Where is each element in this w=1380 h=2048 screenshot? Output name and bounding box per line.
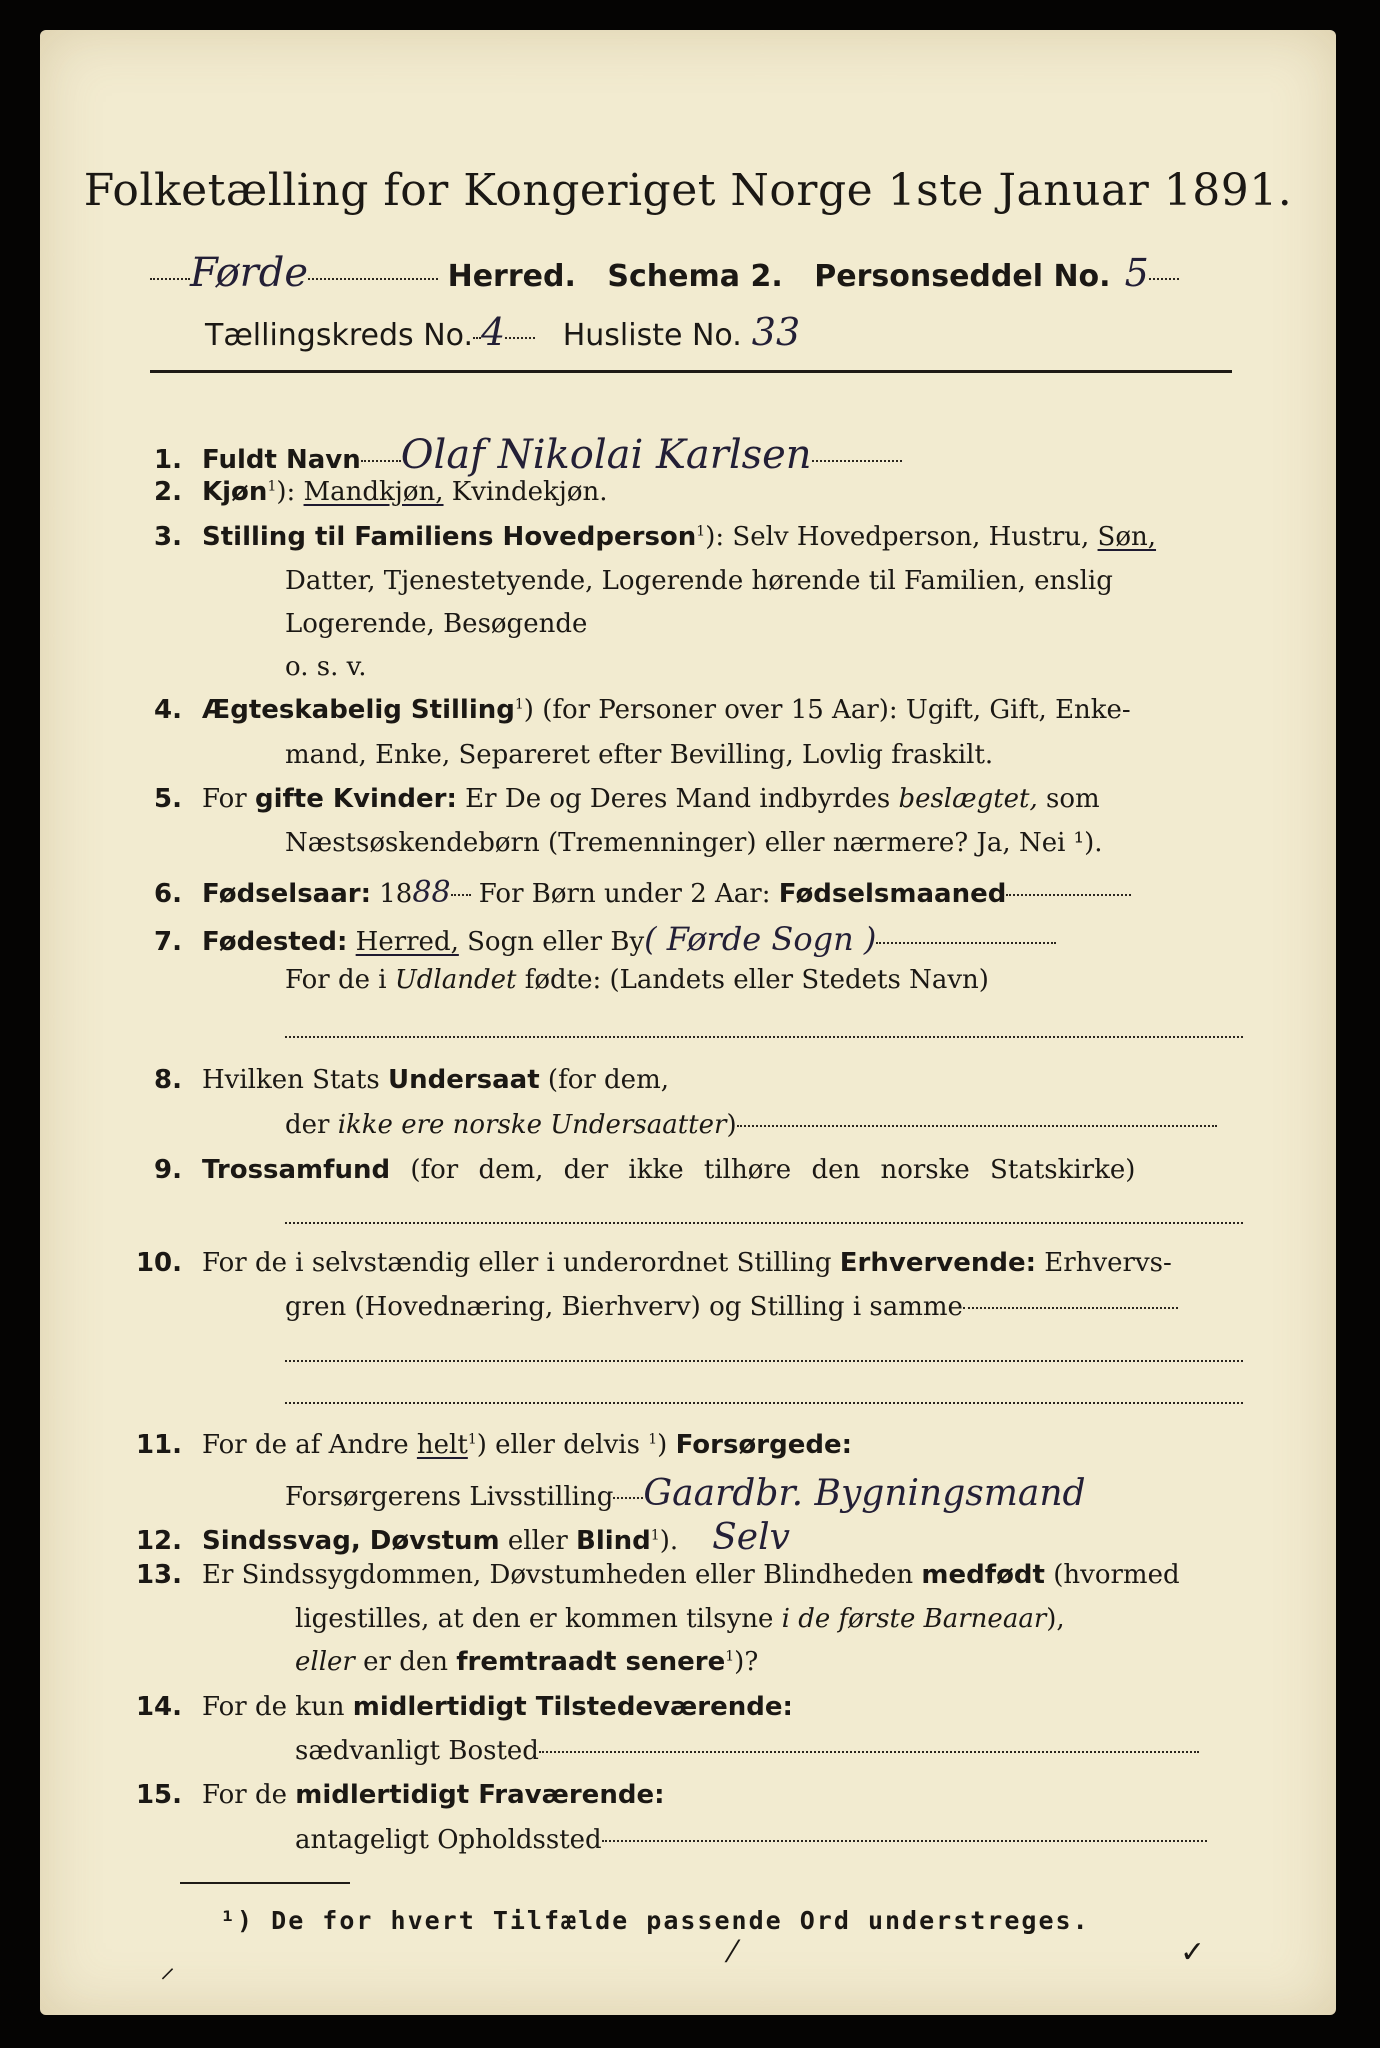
q10-line2: [285, 1292, 1178, 1322]
corner-mark-right: ✓: [1180, 1935, 1206, 1970]
q4-sup: 1: [514, 696, 524, 713]
herred-line: [150, 250, 1179, 296]
q6-fodselsaar: [120, 875, 1131, 910]
q7-line2-a: For de i: [285, 965, 395, 995]
q11-line2: [285, 1473, 1086, 1514]
q10-text: For de i selvstændig eller i underordnet Stilling: [202, 1248, 840, 1278]
q13-line3-b: )?: [734, 1647, 759, 1677]
q6-prefix: 18: [371, 879, 413, 909]
q8-text-end: (for dem,: [539, 1065, 669, 1095]
q11-forsorgede: 11. For de af Andre helt$^1$) eller delvis $^1$) Forsørgede:: [120, 1430, 852, 1460]
q3-number: 3.: [154, 522, 182, 552]
q8-label: Undersaat: [387, 1065, 540, 1095]
q9-number: 9.: [154, 1155, 182, 1185]
q13-text-end: (hvormed: [1044, 1560, 1180, 1590]
q15-line2-text: antageligt Opholdssted: [295, 1825, 602, 1855]
kreds-line: [205, 310, 800, 354]
q15-fravaerende: [120, 1780, 664, 1810]
q2-kjon: [120, 477, 607, 507]
q13-line2-italic: i de første Barneaar: [781, 1604, 1047, 1634]
q10-label: Erhvervende:: [839, 1248, 1037, 1278]
q2-sup: 1: [267, 478, 277, 495]
corner-mark-left: ⸝: [160, 1950, 175, 1985]
q3-option-son: Søn,: [1097, 522, 1157, 552]
q5-gifte-kvinder: [120, 784, 1100, 814]
q13-line3-label: fremtraadt senere: [456, 1647, 726, 1677]
q4-number: 4.: [154, 695, 182, 725]
q3-line3: Logerende, Besøgende: [285, 609, 588, 639]
q10-blank-line-1: [285, 1360, 1243, 1362]
herred-label: Herred.: [447, 259, 576, 294]
q12-label: Sindssvag, Døvstum: [202, 1526, 500, 1556]
q13-label: medfødt: [921, 1560, 1045, 1590]
q3-text: ): Selv Hovedperson, Hustru,: [705, 522, 1098, 552]
herred-value: Førde: [190, 250, 309, 296]
q5-line2: Næstsøskendebørn (Tremenninger) eller nærmere? Ja, Nei ¹).: [285, 828, 1103, 858]
q8-line2-italic: ikke ere norske Undersaatter: [337, 1110, 727, 1140]
q14-text: For de kun: [202, 1692, 353, 1722]
q2-label: Kjøn: [202, 477, 268, 507]
q12-label2: Blind: [576, 1526, 651, 1556]
mark-center: ⁄: [730, 1935, 736, 1970]
q13-line3-a: er den: [354, 1647, 457, 1677]
kreds-label: Tællingskreds No.: [205, 318, 473, 353]
q4-line2: mand, Enke, Separeret efter Bevilling, Lovlig fraskilt.: [285, 740, 994, 770]
q14-line2-text: sædvanligt Bosted: [295, 1736, 539, 1766]
q7-label: Fødested:: [202, 927, 348, 957]
q11-line2-text: Forsørgerens Livsstilling: [285, 1482, 614, 1512]
q6-label2: Fødselsmaaned: [778, 879, 1007, 909]
header-divider: [150, 370, 1232, 373]
q8-line2-a: der: [285, 1110, 338, 1140]
q15-text: For de: [202, 1780, 296, 1810]
q9-blank-line: [285, 1222, 1243, 1224]
q13-number: 13.: [135, 1560, 182, 1590]
q12-text: eller: [499, 1526, 577, 1556]
personseddel-label: Personseddel No.: [814, 259, 1111, 294]
q3-sup: 1: [696, 523, 706, 540]
q13-line3-italic: eller: [295, 1647, 355, 1677]
q14-tilstedevaerende: [120, 1692, 793, 1722]
q7-option-herred: Herred,: [355, 927, 459, 957]
q7-line2-b: fødte: (Landets eller Stedets Navn): [516, 965, 989, 995]
q11-text: For de af Andre: [202, 1430, 417, 1460]
personseddel-value: 5: [1124, 251, 1149, 295]
q7-line2: [285, 965, 989, 995]
q10-text-end: Erhvervs-: [1036, 1248, 1172, 1278]
q8-number: 8.: [154, 1065, 182, 1095]
q12-text-end: ).: [659, 1526, 679, 1556]
q9-text: (for dem, der ikke tilhøre den norske Statskirke): [390, 1155, 1136, 1185]
q5-pre: For: [202, 784, 255, 814]
q3-stilling: [120, 522, 1156, 552]
q13-medfodt: [120, 1560, 1180, 1590]
q13-line2-b: ),: [1046, 1604, 1065, 1634]
q15-number: 15.: [135, 1780, 182, 1810]
q10-number: 10.: [135, 1248, 182, 1278]
q14-label: midlertidigt Tilstedeværende:: [352, 1692, 793, 1722]
q10-erhvervende: [120, 1248, 1172, 1278]
q1-name-value: Olaf Nikolai Karlsen: [400, 432, 812, 478]
q11-occupation-value: Gaardbr. Bygningsmand: [643, 1473, 1086, 1514]
form-title: Folketælling for Kongeriget Norge 1ste Januar 1891.: [83, 165, 1293, 216]
q7-text: Sogn eller By: [458, 927, 645, 957]
q5-label: gifte Kvinder:: [254, 784, 457, 814]
footnote: ¹) De for hvert Tilfælde passende Ord understreges.: [220, 1906, 1090, 1935]
q4-aegteskabelig: [120, 695, 1131, 725]
q5-text-end: som: [1037, 784, 1100, 814]
q6-label: Fødselsaar:: [202, 879, 371, 909]
q14-number: 14.: [135, 1692, 182, 1722]
schema-label: Schema 2.: [607, 259, 783, 294]
q6-year-value: 88: [412, 875, 451, 910]
q1-number: 1.: [154, 445, 182, 475]
q11-label: Forsørgede:: [675, 1430, 853, 1460]
q1-fuldt-navn: [120, 432, 902, 478]
q5-text: Er De og Deres Mand indbyrdes: [456, 784, 899, 814]
q12-value: Selv: [712, 1517, 790, 1558]
q7-fodested: [120, 920, 1056, 958]
q12-number: 12.: [135, 1526, 182, 1556]
census-form-page: [40, 30, 1336, 2015]
q13-line3: eller er den fremtraadt senere$^1$)?: [295, 1647, 759, 1677]
q2-option-mandkjon: Mandkjøn,: [303, 477, 444, 507]
kreds-value: 4: [481, 310, 506, 354]
q5-italic: beslægtet,: [898, 784, 1038, 814]
q4-text: ) (for Personer over 15 Aar): Ugift, Gift, Enke-: [523, 695, 1131, 725]
q7-blank-line: [285, 1036, 1243, 1038]
q3-label: Stilling til Familiens Hovedperson: [202, 522, 697, 552]
q15-label: midlertidigt Fraværende:: [295, 1780, 665, 1810]
q9-trossamfund: [120, 1155, 1135, 1185]
q8-line2: der ikke ere norske Undersaatter): [285, 1110, 1217, 1140]
q2-number: 2.: [154, 477, 182, 507]
husliste-label: Husliste No.: [562, 318, 742, 353]
q11-number: 11.: [135, 1430, 182, 1460]
q9-label: Trossamfund: [202, 1155, 391, 1185]
q2-option-kvindekjon: Kvindekjøn.: [443, 477, 608, 507]
q3-line2: Datter, Tjenestetyende, Logerende hørende til Familien, enslig: [285, 566, 1113, 596]
q8-text: Hvilken Stats: [202, 1065, 388, 1095]
q14-line2: [295, 1736, 1199, 1766]
q4-label: Ægteskabelig Stilling: [202, 695, 515, 725]
q2-text: ):: [276, 477, 304, 507]
q11-option-helt: helt: [416, 1430, 468, 1460]
q6-text: For Børn under 2 Aar:: [470, 879, 779, 909]
q11-text-mid: eller delvis: [486, 1430, 649, 1460]
q15-line2: [295, 1825, 1207, 1855]
q3-line4: o. s. v.: [285, 652, 367, 682]
q5-number: 5.: [154, 784, 182, 814]
husliste-value: 33: [751, 310, 801, 354]
q13-line2: [295, 1604, 1065, 1634]
q13-text: Er Sindssygdommen, Døvstumheden eller Blindheden: [202, 1560, 922, 1590]
footnote-rule: [180, 1882, 350, 1884]
q7-place-value: ( Førde Sogn ): [644, 920, 877, 958]
q8-undersaat: [120, 1065, 669, 1095]
q7-line2-italic: Udlandet: [394, 965, 517, 995]
q12-sindssvag: 12. Sindssvag, Døvstum eller Blind$^1$). Selv: [120, 1517, 790, 1558]
q10-line2-text: gren (Hovednæring, Bierhverv) og Stilling i samme: [285, 1292, 963, 1322]
q7-number: 7.: [154, 927, 182, 957]
q6-number: 6.: [154, 879, 182, 909]
q10-blank-line-2: [285, 1402, 1243, 1404]
q13-line2-a: ligestilles, at den er kommen tilsyne: [295, 1604, 782, 1634]
q1-label: Fuldt Navn: [202, 445, 361, 475]
